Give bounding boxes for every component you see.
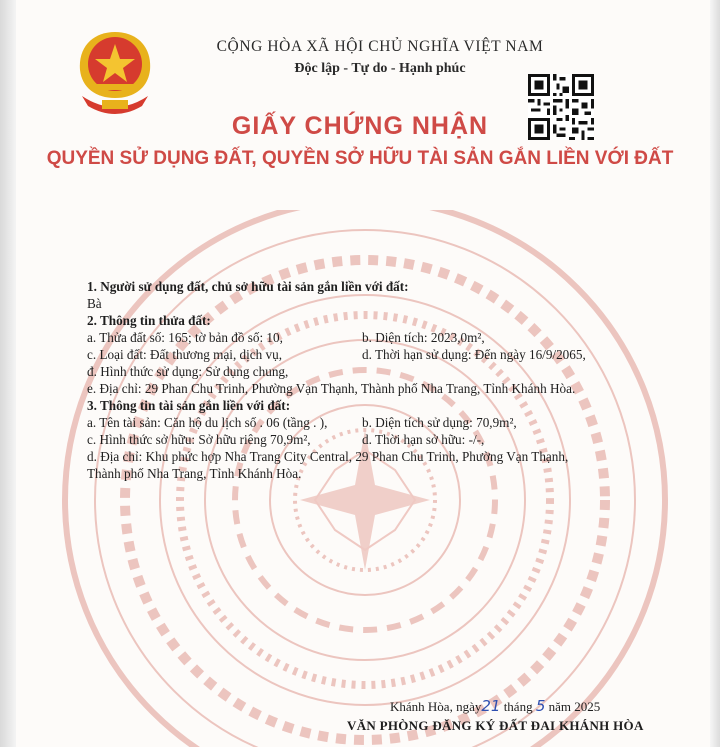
national-emblem-icon xyxy=(72,26,158,116)
land-address: e. Địa chỉ: 29 Phan Chu Trinh, Phường Vạn Thạnh, Thành phố Nha Trang, Tỉnh Khánh Hòa. xyxy=(87,381,576,396)
issue-place: Khánh Hòa, ngày xyxy=(390,699,482,714)
month-label: tháng xyxy=(503,699,533,714)
national-motto: Độc lập - Tự do - Hạnh phúc xyxy=(294,61,466,76)
asset-address-line-1: d. Địa chỉ: Khu phức hợp Nha Trang City Central, 29 Phan Chu Trinh, Phường Vạn Thạnh, xyxy=(87,449,569,464)
certificate-body xyxy=(87,278,647,482)
asset-address-line-2: Thành phố Nha Trang, Tỉnh Khánh Hòa. xyxy=(87,466,302,481)
asset-area: b. Diện tích sử dụng: 70,9m², xyxy=(362,415,517,430)
land-row-1 xyxy=(87,329,647,346)
ownership-form: c. Hình thức sở hữu: Sở hữu riêng 70,9m², xyxy=(87,432,311,447)
section2-heading: 2. Thông tin thửa đất: xyxy=(87,313,211,328)
issuing-office: VĂN PHÒNG ĐĂNG KÝ ĐẤT ĐAI KHÁNH HÒA xyxy=(347,718,644,733)
section3-heading: 3. Thông tin tài sản gắn liền với đất: xyxy=(87,398,291,413)
land-area: b. Diện tích: 2023,0m², xyxy=(362,330,485,345)
section1-heading: 1. Người sử dụng đất, chủ sở hữu tài sản gắn liền với đất: xyxy=(87,279,409,294)
ownership-term: d. Thời hạn sở hữu: -/-, xyxy=(362,432,485,447)
asset-row-1 xyxy=(87,414,647,431)
parcel-number: a. Thửa đất số: 165; tờ bản đồ số: 10, xyxy=(87,330,283,345)
country-name: CỘNG HÒA XÃ HỘI CHỦ NGHĨA VIỆT NAM xyxy=(216,38,544,55)
land-use-form: đ. Hình thức sử dụng: Sử dụng chung, xyxy=(87,364,289,379)
certificate-title: GIẤY CHỨNG NHẬN xyxy=(231,112,489,140)
issue-year: năm 2025 xyxy=(548,699,601,714)
land-row-2 xyxy=(87,346,647,363)
issue-day: 21 xyxy=(481,697,501,715)
issue-date xyxy=(390,697,600,715)
land-use-term: d. Thời hạn sử dụng: Đến ngày 16/9/2065, xyxy=(362,347,586,362)
asset-row-2 xyxy=(87,431,647,448)
owner-name: Bà xyxy=(87,296,102,311)
certificate-subtitle: QUYỀN SỬ DỤNG ĐẤT, QUYỀN SỞ HỮU TÀI SẢN GẮN LIỀN VỚI ĐẤT xyxy=(46,148,674,169)
issue-month: 5 xyxy=(535,697,546,715)
land-type: c. Loại đất: Đất thương mại, dịch vụ, xyxy=(87,347,283,362)
asset-name: a. Tên tài sản: Căn hộ du lịch số . 06 (tầng . ), xyxy=(87,415,328,430)
